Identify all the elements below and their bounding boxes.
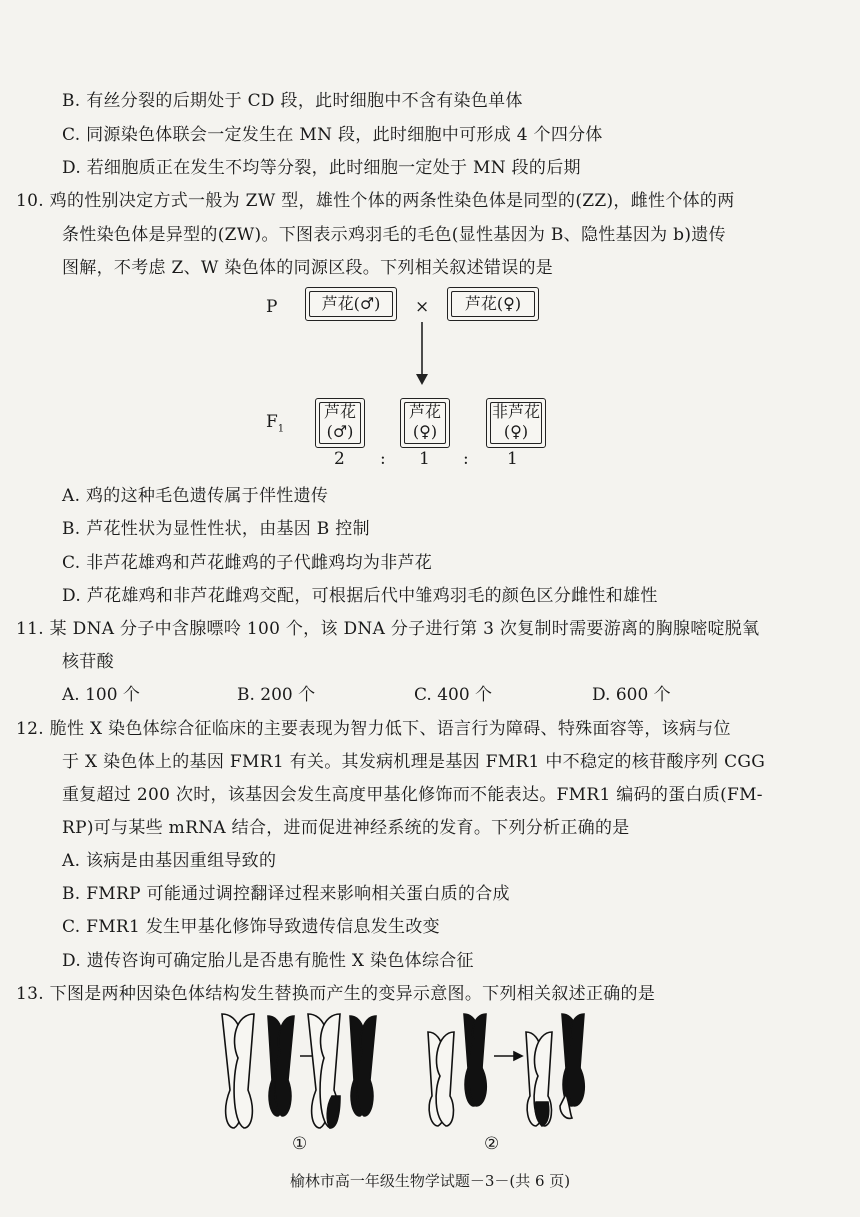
q12-stem-line-2: 于 X 染色体上的基因 FMR1 有关。其发病机理是基因 FMR1 中不稳定的核苷酸序列 CGG <box>62 752 766 772</box>
page-footer: 榆林市高一年级生物学试题－3－(共 6 页) <box>289 1172 571 1190</box>
q11-option-b: B. 200 个 <box>237 685 316 705</box>
p-male-label: 芦花(♂) <box>321 294 381 313</box>
q10-option-d: D. 芦花雄鸡和非芦花雌鸡交配，可根据后代中雏鸡羽毛的颜色区分雌性和雄性 <box>62 586 658 606</box>
chromosome-white-1a <box>222 1014 254 1128</box>
q12-option-d: D. 遗传咨询可确定胎儿是否患有脆性 X 染色体综合征 <box>62 951 474 971</box>
f1-male-barred-label: 芦花 <box>323 402 356 421</box>
chromosome-white-2a <box>428 1032 454 1126</box>
chromosome-white-2b <box>526 1032 552 1126</box>
q12-option-c: C. FMR1 发生甲基化修饰导致遗传信息发生改变 <box>62 917 440 937</box>
q11-stem-line-1: 11. 某 DNA 分子中含腺嘌呤 100 个，该 DNA 分子进行第 3 次复制时需要游离的胸腺嘧啶脱氧 <box>16 619 760 639</box>
q12-stem-line-4: RP)可与某些 mRNA 结合，进而促进神经系统的发育。下列分析正确的是 <box>62 818 630 838</box>
ratio-separator-1: : <box>380 449 386 469</box>
q10-stem-line-1: 10. 鸡的性别决定方式一般为 ZW 型，雄性个体的两条性染色体是同型的(ZZ)，雌性个体的两 <box>16 191 735 211</box>
ratio-value-2: 1 <box>419 449 430 469</box>
f1-female-nonbarred-sex: (♀) <box>503 422 529 441</box>
ratio-separator-2: : <box>463 449 469 469</box>
f1-female-sex: (♀) <box>412 422 438 441</box>
chromosome-black-2b <box>560 1014 584 1118</box>
q9-option-c: C. 同源染色体联会一定发生在 MN 段，此时细胞中可形成 4 个四分体 <box>62 125 603 145</box>
cross-arrow <box>412 322 432 386</box>
q10-stem-line-3: 图解，不考虑 Z、W 染色体的同源区段。下列相关叙述错误的是 <box>62 258 554 278</box>
q12-option-a: A. 该病是由基因重组导致的 <box>62 851 277 871</box>
ratio-value-1: 2 <box>334 449 345 469</box>
p-generation-label: P <box>266 297 278 317</box>
f1-female-barred-box <box>400 398 450 448</box>
figure-label-1: ① <box>292 1134 308 1154</box>
cross-symbol: × <box>415 297 430 317</box>
q10-stem-line-2: 条性染色体是异型的(ZW)。下图表示鸡羽毛的毛色(显性基因为 B、隐性基因为 b)遗传 <box>62 225 726 245</box>
q11-option-d: D. 600 个 <box>592 685 671 705</box>
f1-generation-label: $F_1$ <box>266 412 285 435</box>
figure-label-2: ② <box>484 1134 500 1154</box>
f1-male-barred-box <box>315 398 365 448</box>
p-female-label: 芦花(♀) <box>464 294 522 313</box>
q12-stem-line-1: 12. 脆性 X 染色体综合征临床的主要表现为智力低下、语言行为障碍、特殊面容等，该病与位 <box>16 719 731 739</box>
q11-option-a: A. 100 个 <box>62 685 140 705</box>
f1-male-sex: (♂) <box>326 422 354 441</box>
p-female-box <box>447 287 539 321</box>
q10-option-a: A. 鸡的这种毛色遗传属于伴性遗传 <box>62 486 329 506</box>
q10-option-b: B. 芦花性状为显性性状，由基因 B 控制 <box>62 519 370 539</box>
ratio-value-3: 1 <box>507 449 518 469</box>
q9-option-b: B. 有丝分裂的后期处于 CD 段，此时细胞中不含有染色单体 <box>62 91 523 111</box>
f1-female-barred-label: 芦花 <box>408 402 441 421</box>
f1-female-nonbarred-label: 非芦花 <box>491 402 540 421</box>
q11-option-c: C. 400 个 <box>414 685 493 705</box>
chromosome-black-1b <box>350 1016 376 1116</box>
f1-female-nonbarred-box <box>486 398 546 448</box>
p-male-box <box>305 287 397 321</box>
chromosome-variation-figure <box>210 1010 630 1140</box>
q11-stem-line-2: 核苷酸 <box>62 652 114 672</box>
q12-option-b: B. FMRP 可能通过调控翻译过程来影响相关蛋白质的合成 <box>62 884 510 904</box>
chromosome-black-1a <box>268 1016 294 1116</box>
q12-stem-line-3: 重复超过 200 次时，该基因会发生高度甲基化修饰而不能表达。FMR1 编码的蛋白质(FM- <box>62 785 763 805</box>
q13-stem: 13. 下图是两种因染色体结构发生替换而产生的变异示意图。下列相关叙述正确的是 <box>16 984 656 1004</box>
chromosome-white-1b <box>308 1014 340 1128</box>
q9-option-d: D. 若细胞质正在发生不均等分裂，此时细胞一定处于 MN 段的后期 <box>62 158 581 178</box>
q10-option-c: C. 非芦花雄鸡和芦花雌鸡的子代雌鸡均为非芦花 <box>62 553 433 573</box>
chromosome-black-2a <box>464 1014 486 1106</box>
